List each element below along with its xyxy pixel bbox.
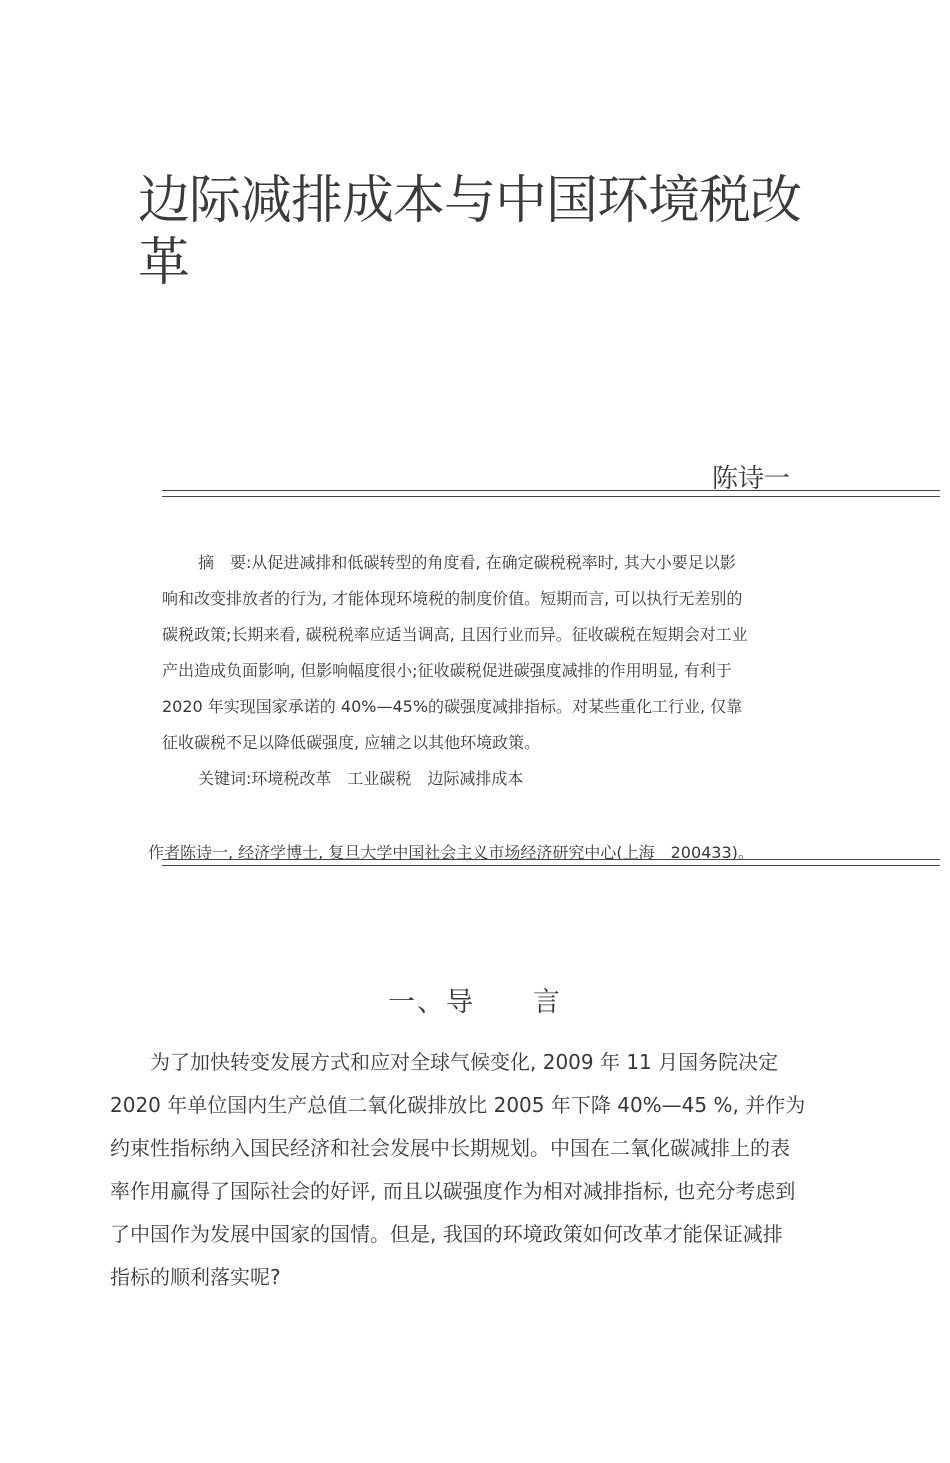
author-note: 作者陈诗一, 经济学博士, 复旦大学中国社会主义市场经济研究中心(上海 200433)。 xyxy=(148,843,754,862)
author-name: 陈诗一 xyxy=(711,464,790,494)
body-line: 约束性指标纳入国民经济和社会发展中长期规划。中国在二氧化碳减排上的表 xyxy=(110,1136,790,1160)
keywords: 关键词:环境税改革 工业碳税 边际减排成本 xyxy=(198,769,524,788)
divider xyxy=(162,490,940,497)
body-line: 2020 年单位国内生产总值二氧化碳排放比 2005 年下降 40%—45 %, 并作为 xyxy=(110,1093,806,1117)
section-heading: 一、导 言 xyxy=(388,987,562,1018)
body-line: 率作用赢得了国际社会的好评, 而且以碳强度作为相对减排指标, 也充分考虑到 xyxy=(110,1179,796,1203)
abstract-line: 产出造成负面影响, 但影响幅度很小;征收碳税促进碳强度减排的作用明显, 有利于 xyxy=(162,661,732,680)
body-line: 为了加快转变发展方式和应对全球气候变化, 2009 年 11 月国务院决定 xyxy=(150,1050,779,1074)
abstract-line: 响和改变排放者的行为, 才能体现环境税的制度价值。短期而言, 可以执行无差别的 xyxy=(162,589,743,608)
body-line: 了中国作为发展中国家的国情。但是, 我国的环境政策如何改革才能保证减排 xyxy=(110,1222,783,1246)
abstract-line: 2020 年实现国家承诺的 40%—45%的碳强度减排指标。对某些重化工行业, 仅靠 xyxy=(162,697,743,716)
abstract-line: 碳税政策;长期来看, 碳税税率应适当调高, 且因行业而异。征收碳税在短期会对工业 xyxy=(162,625,748,644)
divider xyxy=(162,859,940,866)
abstract-line: 征收碳税不足以降低碳强度, 应辅之以其他环境政策。 xyxy=(162,733,541,752)
article-title: 边际减排成本与中国环境税改革 xyxy=(138,171,802,293)
abstract-line: 摘 要:从促进减排和低碳转型的角度看, 在确定碳税税率时, 其大小要足以影 xyxy=(198,553,736,572)
body-line: 指标的顺利落实呢? xyxy=(110,1265,281,1289)
